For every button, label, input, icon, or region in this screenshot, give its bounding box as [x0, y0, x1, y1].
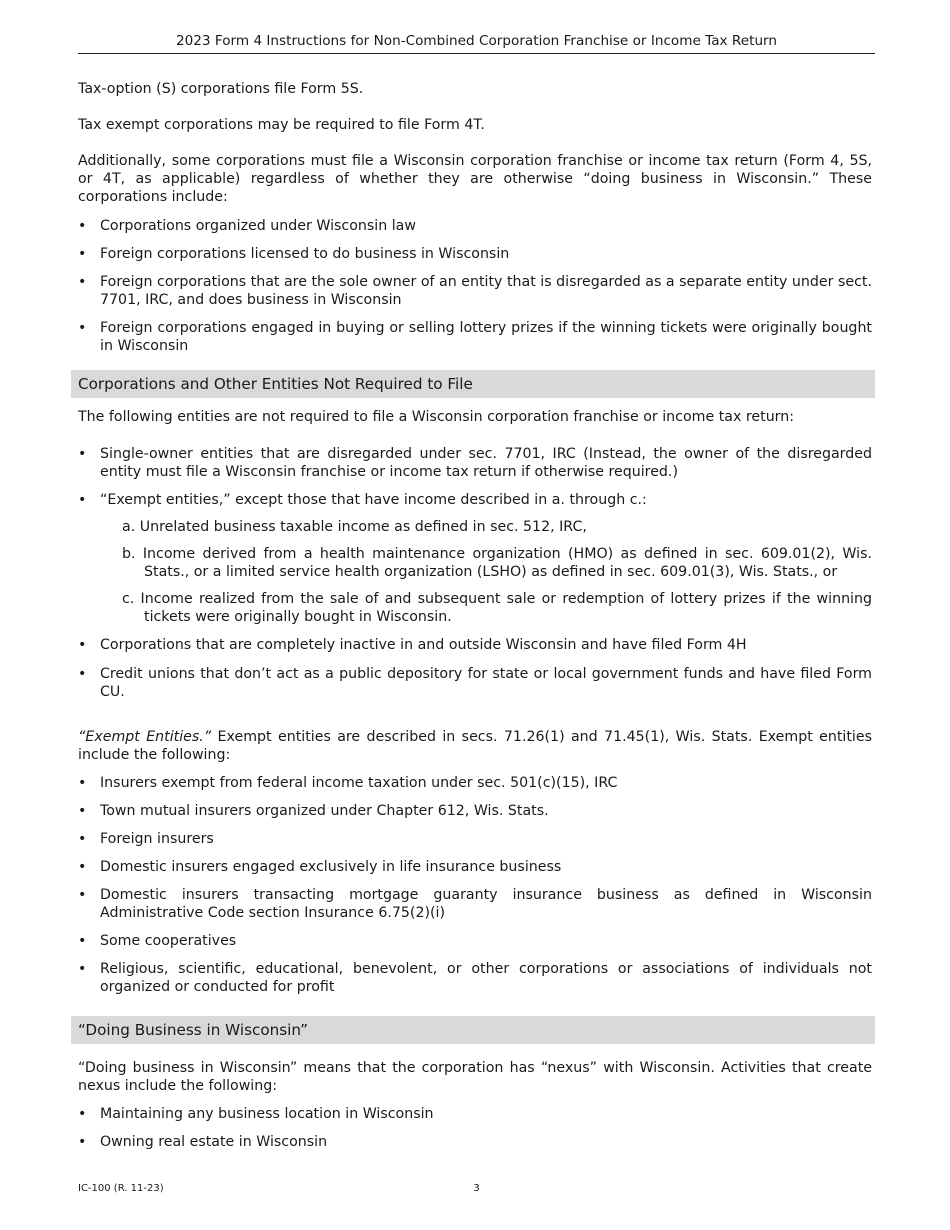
- page-header: [78, 33, 875, 54]
- page-number: 3: [473, 1183, 480, 1194]
- list-item: • Domestic insurers engaged exclusively in life insurance business: [78, 858, 872, 876]
- sub-list-item: c. Income realized from the sale of and subsequent sale or redemption of lottery prizes if the winning tickets were originally bought in Wisconsin.: [122, 591, 872, 625]
- list-item-text: “Exempt entities,” except those that have income described in a. through c.:: [100, 492, 647, 508]
- list-item: • Foreign insurers: [78, 830, 872, 848]
- exempt-entities-label: “Exempt Entities.”: [78, 729, 212, 745]
- list-item: • Town mutual insurers organized under Chapter 612, Wis. Stats.: [78, 802, 872, 820]
- list-item: • Owning real estate in Wisconsin: [78, 1133, 872, 1151]
- section-heading-doing-business: “Doing Business in Wisconsin”: [71, 1016, 875, 1044]
- form-id: IC-100 (R. 11-23): [78, 1183, 164, 1194]
- exempt-entities-text: Exempt entities are described in secs. 71.26(1) and 71.45(1), Wis. Stats. Exempt entities include the following:: [78, 729, 872, 763]
- sub-list-item: b. Income derived from a health maintenance organization (HMO) as defined in sec. 609.01(2), Wis. Stats., or a limited service health organization (LSHO) as defined in sec. 609.01(3), Wis. Stats., or: [122, 546, 872, 580]
- not-required-list: [78, 445, 872, 701]
- list-item: • Domestic insurers transacting mortgage guaranty insurance business as defined in Wisconsin Administrative Code section Insurance 6.75(2)(i): [78, 886, 872, 922]
- list-item: • Credit unions that don’t act as a public depository for state or local government funds and have filed Form CU.: [78, 665, 872, 701]
- paragraph-tax-exempt: Tax exempt corporations may be required to file Form 4T.: [78, 117, 485, 133]
- required-list: [78, 217, 872, 355]
- paragraph-s-corp: Tax-option (S) corporations file Form 5S.: [78, 81, 364, 97]
- paragraph-additionally: Additionally, some corporations must file a Wisconsin corporation franchise or income tax return (Form 4, 5S, or 4T, as applicable) regardless of whether they are otherwise “doing business in Wisconsin.” These corporations include:: [78, 153, 872, 205]
- document-title: 2023 Form 4 Instructions for Non-Combined Corporation Franchise or Income Tax Return: [175, 33, 778, 49]
- list-item: • Single-owner entities that are disregarded under sec. 7701, IRC (Instead, the owner of the disregarded entity must file a Wisconsin franchise or income tax return if otherwise required.): [78, 445, 872, 481]
- paragraph-not-required-intro: The following entities are not required to file a Wisconsin corporation franchise or income tax return:: [78, 409, 795, 425]
- list-item: • Foreign corporations engaged in buying or selling lottery prizes if the winning tickets were originally bought in Wisconsin: [78, 319, 872, 355]
- list-item: • Maintaining any business location in Wisconsin: [78, 1105, 872, 1123]
- section-heading-not-required: Corporations and Other Entities Not Required to File: [71, 370, 875, 398]
- list-item: [78, 491, 872, 626]
- list-item: • Foreign corporations that are the sole owner of an entity that is disregarded as a separate entity under sect. 7701, IRC, and does business in Wisconsin: [78, 273, 872, 309]
- sub-list: [100, 518, 872, 626]
- list-item: • Some cooperatives: [78, 932, 872, 950]
- paragraph-doing-business: “Doing business in Wisconsin” means that the corporation has “nexus” with Wisconsin. Activities that create nexus include the following:: [78, 1060, 872, 1094]
- paragraph-exempt-entities: [78, 728, 872, 764]
- list-item: • Religious, scientific, educational, benevolent, or other corporations or associations of individuals not organized or conducted for profit: [78, 960, 872, 996]
- list-item: • Insurers exempt from federal income taxation under sec. 501(c)(15), IRC: [78, 774, 872, 792]
- exempt-entities-list: [78, 774, 872, 996]
- page-content: [78, 80, 872, 1151]
- list-item: • Corporations organized under Wisconsin law: [78, 217, 872, 235]
- list-item: • Foreign corporations licensed to do business in Wisconsin: [78, 245, 872, 263]
- nexus-list: [78, 1105, 872, 1151]
- list-item: • Corporations that are completely inactive in and outside Wisconsin and have filed Form 4H: [78, 636, 872, 654]
- sub-list-item: a. Unrelated business taxable income as defined in sec. 512, IRC,: [122, 519, 587, 535]
